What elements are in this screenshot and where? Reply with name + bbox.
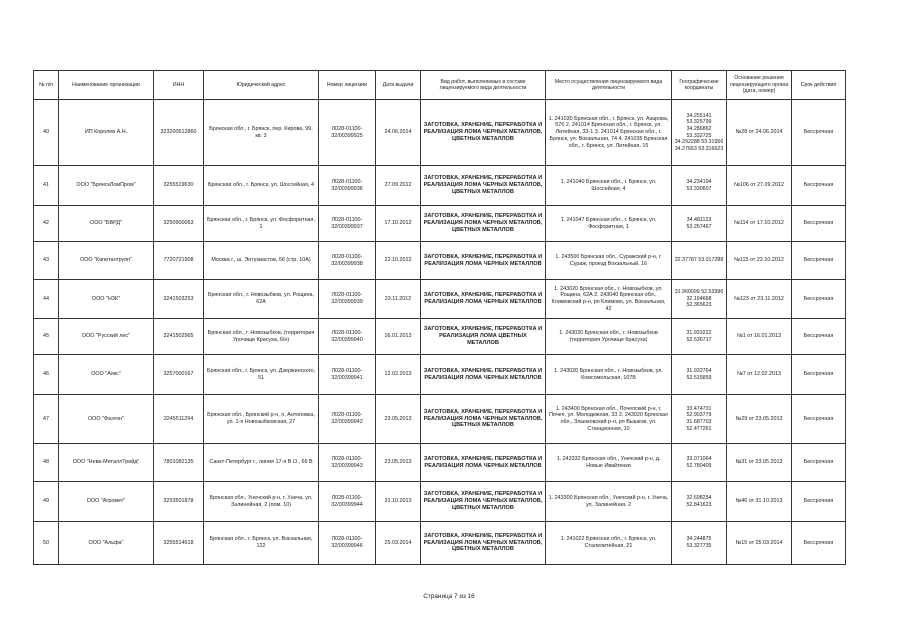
cell-org: ООО "Русский лес" [59, 319, 154, 355]
cell-num: 41 [34, 166, 59, 206]
cell-license: Л028-01100-32/00399938 [319, 242, 376, 280]
cell-date: 24.06.2014 [376, 100, 421, 166]
cell-org: ООО "БрянскЛомПром" [59, 166, 154, 206]
table-row [34, 100, 846, 166]
cell-activity: ЗАГОТОВКА, ХРАНЕНИЕ, ПЕРЕРАБОТКА И РЕАЛИЗАЦИЯ ЛОМА ЧЕРНЫХ МЕТАЛЛОВ, ЦВЕТНЫХ МЕТАЛЛОВ [421, 166, 546, 206]
header-inn: ИНН [154, 71, 204, 100]
cell-location: 1. 241022 Брянская обл., г. Брянск, ул. Сталелитейная, 21 [546, 522, 672, 565]
cell-activity: ЗАГОТОВКА, ХРАНЕНИЕ, ПЕРЕРАБОТКА И РЕАЛИЗАЦИЯ ЛОМА ЧЕРНЫХ МЕТАЛЛОВ, ЦВЕТНЫХ МЕТАЛЛОВ [421, 522, 546, 565]
cell-basis: №123 от 23.11.2012 [727, 280, 792, 319]
cell-num: 45 [34, 319, 59, 355]
cell-coords: 31.932764 52.515859 [672, 355, 727, 395]
cell-basis: №114 от 17.10.2012 [727, 206, 792, 242]
cell-num: 49 [34, 482, 59, 522]
cell-basis: №46 от 31.10.2013 [727, 482, 792, 522]
cell-location: 1. 241047 Брянская обл., г. Брянск, ул. Фосфоритная, 1 [546, 206, 672, 242]
cell-coords: 34.255141 53.325799 34.286862 53.332725 34.292288 53.31956 34.27663 53.316623 [672, 100, 727, 166]
cell-basis: №106 от 27.09.2012 [727, 166, 792, 206]
header-basis: Основание решения лицензирующего органа (дата, номер) [727, 71, 792, 100]
header-date: Дата выдачи [376, 71, 421, 100]
cell-address: Брянская обл., г. Новозыбков, ул. Рощина, 62А [204, 280, 319, 319]
cell-basis: №115 от 22.10.2012 [727, 242, 792, 280]
license-registry-table [33, 70, 846, 565]
cell-term: Бессрочная [792, 242, 846, 280]
cell-location: 1. 243332 Брянская обл., Унечский р-н, д. Новые Ивайтенки [546, 444, 672, 482]
cell-activity: ЗАГОТОВКА, ХРАНЕНИЕ, ПЕРЕРАБОТКА И РЕАЛИЗАЦИЯ ЛОМА ЧЕРНЫХ МЕТАЛЛОВ, ЦВЕТНЫХ МЕТАЛЛОВ [421, 100, 546, 166]
header-address: Юридический адрес [204, 71, 319, 100]
cell-date: 23.05.2013 [376, 395, 421, 444]
header-coords: Географические координаты [672, 71, 727, 100]
cell-activity: ЗАГОТОВКА, ХРАНЕНИЕ, ПЕРЕРАБОТКА И РЕАЛИЗАЦИЯ ЛОМА ЧЕРНЫХ МЕТАЛЛОВ, ЦВЕТНЫХ МЕТАЛЛОВ [421, 206, 546, 242]
cell-license: Л028-01100-32/00399937 [319, 206, 376, 242]
cell-license: Л028-01100-32/00399925 [319, 100, 376, 166]
cell-date: 16.01.2013 [376, 319, 421, 355]
cell-inn: 3245511294 [154, 395, 204, 444]
header-location: Место осуществления лицензируемого вида деятельности [546, 71, 672, 100]
cell-license: Л028-01100-32/00399941 [319, 355, 376, 395]
cell-coords: 33.474731 52.903779 31.687703 52.477261 [672, 395, 727, 444]
cell-activity: ЗАГОТОВКА, ХРАНЕНИЕ, ПЕРЕРАБОТКА И РЕАЛИЗАЦИЯ ЛОМА ЧЕРНЫХ МЕТАЛЛОВ [421, 444, 546, 482]
cell-basis: №1 от 16.01.2013 [727, 319, 792, 355]
header-org: Наименование организации [59, 71, 154, 100]
cell-address: Москва г., ш. Энтузиастов, 56 (стр. 10А) [204, 242, 319, 280]
cell-basis: №28 от 24.06.2014 [727, 100, 792, 166]
header-activity: Вид работ, выполняемых в составе лицензируемого вида деятельности [421, 71, 546, 100]
cell-term: Бессрочная [792, 100, 846, 166]
cell-term: Бессрочная [792, 522, 846, 565]
cell-term: Бессрочная [792, 395, 846, 444]
cell-inn: 3255514618 [154, 522, 204, 565]
cell-inn: 3250900063 [154, 206, 204, 242]
cell-date: 31.10.2013 [376, 482, 421, 522]
cell-location: 1. 243300 Брянская обл., Унечский р-н, г. Унеча, ул. Залинейная, 2 [546, 482, 672, 522]
cell-org: ООО "БВРД" [59, 206, 154, 242]
cell-coords: 34.481123 53.257467 [672, 206, 727, 242]
cell-activity: ЗАГОТОВКА, ХРАНЕНИЕ, ПЕРЕРАБОТКА И РЕАЛИЗАЦИЯ ЛОМА ЧЕРНЫХ МЕТАЛЛОВ [421, 242, 546, 280]
cell-inn: 3241502965 [154, 319, 204, 355]
cell-inn: 3253501878 [154, 482, 204, 522]
cell-term: Бессрочная [792, 206, 846, 242]
cell-basis: №29 от 23.05.2013 [727, 395, 792, 444]
cell-license: Л028-01100-32/00399939 [319, 280, 376, 319]
table-row [34, 444, 846, 482]
header-num: № п/п [34, 71, 59, 100]
cell-org: ООО "НЗК" [59, 280, 154, 319]
cell-date: 12.02.2013 [376, 355, 421, 395]
cell-basis: №7 от 12.02.2013 [727, 355, 792, 395]
cell-coords: 32.698254 52.841623 [672, 482, 727, 522]
cell-coords: 31.960099 52.53996 32.194668 52.365623 [672, 280, 727, 319]
cell-org: ИП Королев А.Н. [59, 100, 154, 166]
cell-basis: №15 от 25.03.2014 [727, 522, 792, 565]
cell-org: ООО "Агромет" [59, 482, 154, 522]
cell-address: Брянская обл., Унечский р-н, г. Унеча, ул. Залинейная, 2 (пом. 10) [204, 482, 319, 522]
table-row [34, 206, 846, 242]
table-row [34, 355, 846, 395]
cell-org: ООО "Аякс" [59, 355, 154, 395]
cell-num: 44 [34, 280, 59, 319]
cell-org: ООО "Фаэтон" [59, 395, 154, 444]
cell-license: Л028-01100-32/00399942 [319, 395, 376, 444]
cell-date: 27.09.2012 [376, 166, 421, 206]
cell-num: 48 [34, 444, 59, 482]
cell-num: 43 [34, 242, 59, 280]
table-row [34, 166, 846, 206]
cell-address: Брянская обл., г. Брянск, пер. Кирова, 99, кв. 3 [204, 100, 319, 166]
cell-date: 25.03.2014 [376, 522, 421, 565]
cell-activity: ЗАГОТОВКА, ХРАНЕНИЕ, ПЕРЕРАБОТКА И РЕАЛИЗАЦИЯ ЛОМА ЧЕРНЫХ МЕТАЛЛОВ [421, 355, 546, 395]
cell-org: ООО "Альфа" [59, 522, 154, 565]
cell-basis: №31 от 23.05.2013 [727, 444, 792, 482]
cell-inn: 7801082135 [154, 444, 204, 482]
cell-num: 42 [34, 206, 59, 242]
cell-num: 46 [34, 355, 59, 395]
header-license: Номер лицензии [319, 71, 376, 100]
cell-date: 17.10.2012 [376, 206, 421, 242]
cell-inn: 3255519630 [154, 166, 204, 206]
cell-num: 50 [34, 522, 59, 565]
cell-term: Бессрочная [792, 482, 846, 522]
cell-address: Брянская обл., Брянский р-н, п. Антоновка, ул. 1-я Новозыбковская, 27 [204, 395, 319, 444]
cell-location: 1. 243400 Брянская обл., Почепский р-н, г. Почеп, ул. Молодежная, 33 2. 243020 Брянская обл., Злынковский р-н, рп Вышков, ул. Станционная, 10 [546, 395, 672, 444]
cell-location: 1. 243500 Брянская обл., Суражский р-н, г. Сураж, проезд Вокзальный, 16 [546, 242, 672, 280]
cell-address: Брянская обл., г. Новозыбков, (территория Урочище Красуха, б/н) [204, 319, 319, 355]
cell-coords: 34.234194 53.330607 [672, 166, 727, 206]
cell-date: 22.10.2012 [376, 242, 421, 280]
cell-address: Санкт-Петербург г., линия 17-я В.О., 66 В [204, 444, 319, 482]
cell-term: Бессрочная [792, 280, 846, 319]
cell-location: 1. 243020 Брянская обл., г. Новозыбков, ул. Рощина, 62А 2. 243040 Брянская обл., Климовский р-н, рп Климово, ул. Вокзальная, 42 [546, 280, 672, 319]
cell-term: Бессрочная [792, 355, 846, 395]
cell-activity: ЗАГОТОВКА, ХРАНЕНИЕ, ПЕРЕРАБОТКА И РЕАЛИЗАЦИЯ ЛОМА ЧЕРНЫХ МЕТАЛЛОВ [421, 280, 546, 319]
cell-date: 23.11.2012 [376, 280, 421, 319]
cell-coords: 31.933222 52.536717 [672, 319, 727, 355]
cell-license: Л028-01100-32/00399946 [319, 522, 376, 565]
cell-license: Л028-01100-32/00399943 [319, 444, 376, 482]
cell-license: Л028-01100-32/00399940 [319, 319, 376, 355]
cell-coords: 32.37787 53.017288 [672, 242, 727, 280]
cell-activity: ЗАГОТОВКА, ХРАНЕНИЕ, ПЕРЕРАБОТКА И РЕАЛИЗАЦИЯ ЛОМА ЦВЕТНЫХ МЕТАЛЛОВ [421, 319, 546, 355]
table-row [34, 319, 846, 355]
cell-num: 47 [34, 395, 59, 444]
cell-coords: 33.071064 52.780409 [672, 444, 727, 482]
cell-term: Бессрочная [792, 166, 846, 206]
cell-term: Бессрочная [792, 444, 846, 482]
table-row [34, 242, 846, 280]
table-header-row [34, 71, 846, 100]
cell-org: ООО "Нева-МеталлТрейд" [59, 444, 154, 482]
cell-activity: ЗАГОТОВКА, ХРАНЕНИЕ, ПЕРЕРАБОТКА И РЕАЛИЗАЦИЯ ЛОМА ЧЕРНЫХ МЕТАЛЛОВ, ЦВЕТНЫХ МЕТАЛЛОВ [421, 482, 546, 522]
cell-coords: 34.244875 53.327735 [672, 522, 727, 565]
cell-inn: 3257000167 [154, 355, 204, 395]
header-term: Срок действия [792, 71, 846, 100]
cell-address: Брянская обл., г. Брянск, ул. Вокзальная, 122 [204, 522, 319, 565]
cell-location: 1. 243020 Брянская обл., г. Новозыбков (территория Урочище Красуха) [546, 319, 672, 355]
table-row [34, 522, 846, 565]
cell-activity: ЗАГОТОВКА, ХРАНЕНИЕ, ПЕРЕРАБОТКА И РЕАЛИЗАЦИЯ ЛОМА ЧЕРНЫХ МЕТАЛЛОВ, ЦВЕТНЫХ МЕТАЛЛОВ [421, 395, 546, 444]
cell-license: Л028-01100-32/00399944 [319, 482, 376, 522]
cell-address: Брянская обл., г. Брянск, ул. Дзержинского, 51 [204, 355, 319, 395]
cell-location: 1. 243020 Брянская обл., г. Новозыбков, ул. Комсомольская, 107Б [546, 355, 672, 395]
cell-inn: 323200512860 [154, 100, 204, 166]
cell-term: Бессрочная [792, 319, 846, 355]
cell-location: 1. 241040 Брянская обл., г. Брянск, ул. Шоссейная, 4 [546, 166, 672, 206]
table-row [34, 280, 846, 319]
table-row [34, 395, 846, 444]
cell-org: ООО "Капиталгрупп" [59, 242, 154, 280]
page-number: Страница 7 из 16 [423, 593, 475, 600]
cell-num: 40 [34, 100, 59, 166]
table-row [34, 482, 846, 522]
cell-inn: 3241503253 [154, 280, 204, 319]
cell-address: Брянская обл., г. Брянск, ул. Шоссейная, 4 [204, 166, 319, 206]
cell-inn: 7720721908 [154, 242, 204, 280]
cell-date: 23.05.2013 [376, 444, 421, 482]
cell-address: Брянская обл., г. Брянск, ул. Фосфоритная, 1 [204, 206, 319, 242]
cell-license: Л028-01100-32/00399936 [319, 166, 376, 206]
cell-location: 1. 241030 Брянская обл., г. Брянск, ул. Азарова, 57б 2. 241014 Брянская обл., г. Брянск, ул. Литейная, 33-1 3. 241014 Брянская обл., г. Брянск, ул. Вокзальная, 74 4. 241035 Брянская обл., г. Брянск, ул. Литейная, 15 [546, 100, 672, 166]
